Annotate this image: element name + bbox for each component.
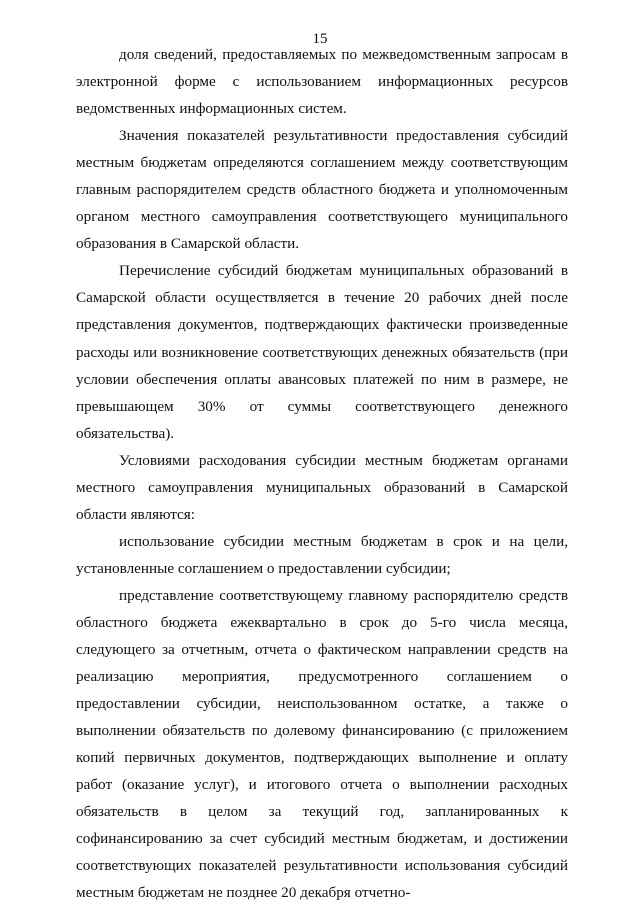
- paragraph-2: Значения показателей результативности предоставления субсидий местным бюджетам определяются соглашением между соответствующим главным распорядителем средств областного бюджета и уполномоченным органом местного самоуправления соответствующего муниципального образования в Самарской области.: [76, 127, 568, 253]
- document-body: [76, 41, 568, 907]
- paragraph-6: представление соответствующему главному распорядителю средств областного бюджета ежеквартально в срок до 5-го числа месяца, следующего за отчетным, отчета о фактическом направлении средств на реализацию мероприятия, предусмотренного соглашением о предоставлении субсидии, неиспользованном остатке, а также о выполнении обязательств по долевому финансированию (с приложением копий первичных документов, подтверждающих выполнение и оплату работ (оказание услуг), и итогового отчета о выполнении расходных обязательств в целом за текущий год, запланированных к софинансированию за счет субсидий местным бюджетам, и достижении соответствующих показателей результативности использования субсидий местным бюджетам не позднее 20 декабря отчетно-: [76, 586, 568, 902]
- paragraph-5: использование субсидии местным бюджетам в срок и на цели, установленные соглашением о предоставлении субсидии;: [76, 532, 568, 577]
- paragraph-3: Перечисление субсидий бюджетам муниципальных образований в Самарской области осуществляется в течение 20 рабочих дней после представления документов, подтверждающих фактически произведенные расходы или возникновение соответствующих денежных обязательств (при условии обеспечения оплаты авансовых платежей по ним в размере, не превышающем 30% от суммы соответствующего денежного обязательства).: [76, 262, 568, 442]
- paragraph-4: Условиями расходования субсидии местным бюджетам органами местного самоуправления муниципальных образований в Самарской области являются:: [76, 451, 568, 523]
- paragraph-1: доля сведений, предоставляемых по межведомственным запросам в электронной форме с использованием информационных ресурсов ведомственных информационных систем.: [76, 46, 568, 118]
- page-number: 15: [312, 31, 328, 47]
